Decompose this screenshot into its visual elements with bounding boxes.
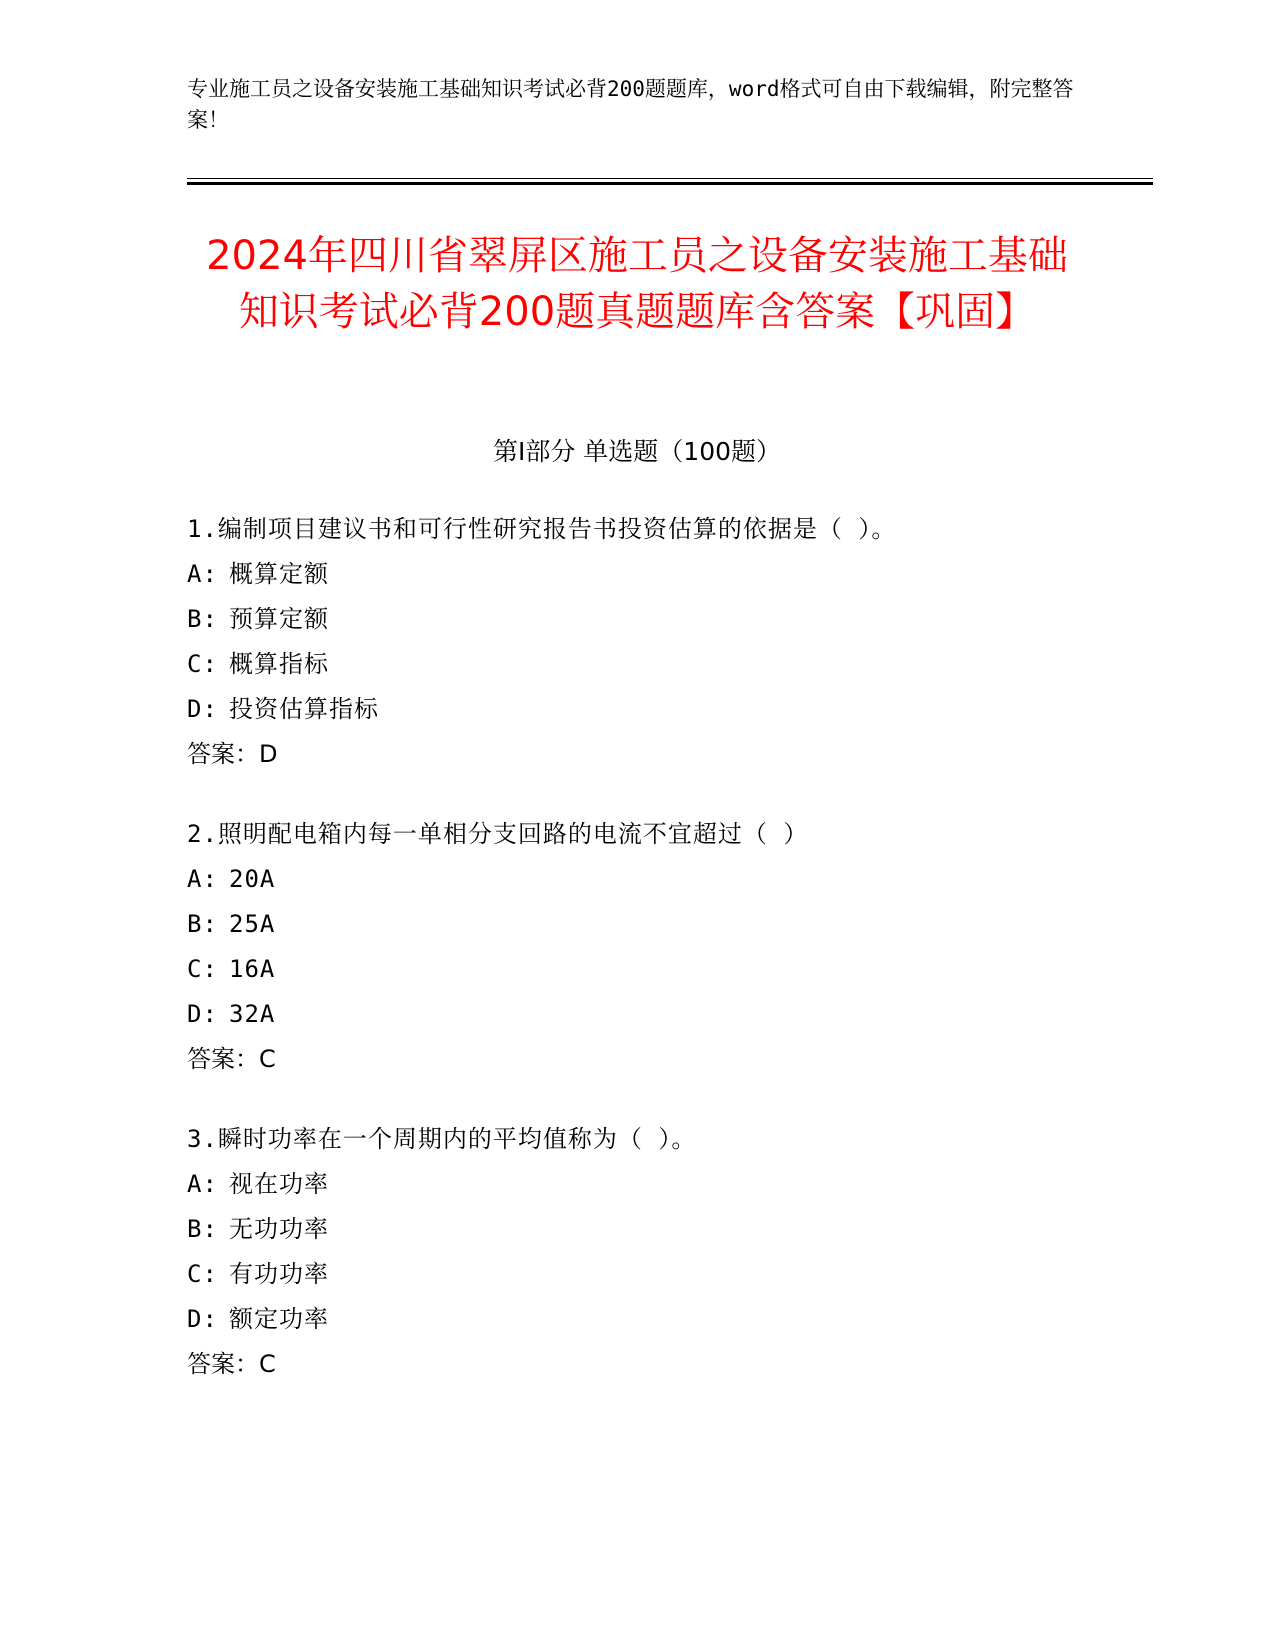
question-text: 1.编制项目建议书和可行性研究报告书投资估算的依据是（ ）。 [187,515,897,543]
option-letter: B: [187,910,218,938]
option-c [187,642,1107,687]
option-b [187,597,1107,642]
option-letter: A: [187,560,218,588]
option-text: 有功功率 [229,1260,329,1288]
option-a [187,552,1107,597]
option-text: 无功功率 [229,1215,329,1243]
answer: 答案：C [187,1350,276,1378]
document-title: 2024年四川省翠屏区施工员之设备安装施工基础知识考试必背200题真题题库含答案【巩固】 [206,233,1068,335]
option-text: 20A [229,865,276,893]
question-3 [187,1117,1107,1387]
option-letter: C: [187,650,218,678]
header-rule-thick [187,182,1153,185]
answer: 答案：D [187,740,278,768]
option-d [187,687,1107,732]
option-letter: C: [187,1260,218,1288]
question-text: 2.照明配电箱内每一单相分支回路的电流不宜超过（ ） [187,820,809,848]
option-letter: D: [187,1000,218,1028]
option-c [187,947,1107,992]
option-letter: A: [187,1170,218,1198]
question-text: 3.瞬时功率在一个周期内的平均值称为（ ）。 [187,1125,697,1153]
option-c [187,1252,1107,1297]
option-text: 概算指标 [229,650,329,678]
question-2 [187,812,1107,1082]
option-text: 25A [229,910,276,938]
section-title: 第I部分 单选题（100题） [492,437,782,466]
option-letter: C: [187,955,218,983]
option-text: 投资估算指标 [229,695,379,723]
option-text: 额定功率 [229,1305,329,1333]
option-b [187,1207,1107,1252]
option-text: 16A [229,955,276,983]
option-letter: D: [187,695,218,723]
option-d [187,1297,1107,1342]
option-a [187,857,1107,902]
option-b [187,902,1107,947]
option-letter: A: [187,865,218,893]
answer: 答案：C [187,1045,276,1073]
option-letter: D: [187,1305,218,1333]
option-letter: B: [187,605,218,633]
header-note: 专业施工员之设备安装施工基础知识考试必背200题题库，word格式可自由下载编辑，附完整答案！ [187,77,1074,132]
option-text: 概算定额 [229,560,329,588]
option-text: 视在功率 [229,1170,329,1198]
question-1 [187,507,1107,777]
option-text: 预算定额 [229,605,329,633]
option-text: 32A [229,1000,276,1028]
option-d [187,992,1107,1037]
option-letter: B: [187,1215,218,1243]
header-rule-thin [187,178,1153,179]
option-a [187,1162,1107,1207]
